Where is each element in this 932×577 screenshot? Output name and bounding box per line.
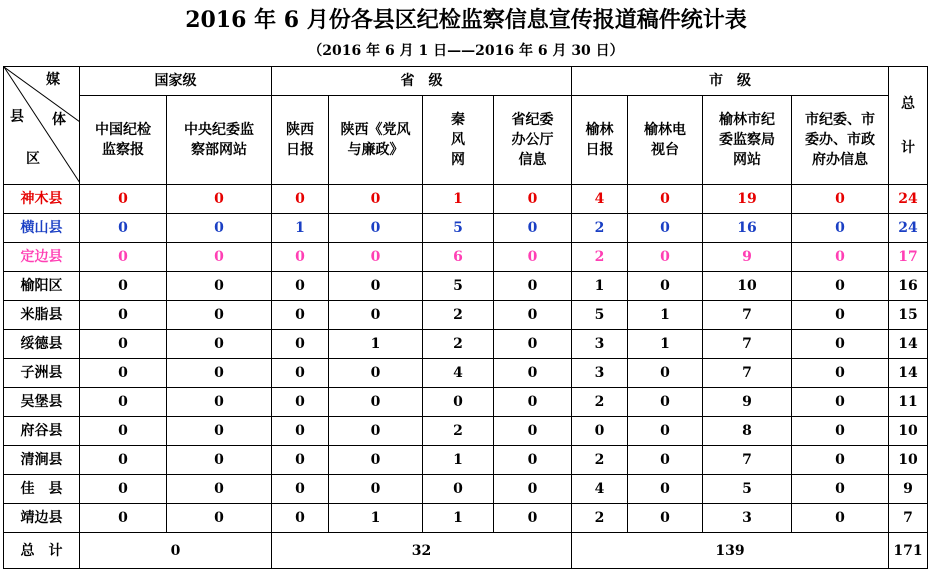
- value-cell: 0: [80, 359, 167, 388]
- county-name: 吴堡县: [4, 388, 80, 417]
- value-cell: 1: [423, 504, 494, 533]
- value-cell: 0: [494, 417, 572, 446]
- value-cell: 9: [703, 243, 792, 272]
- value-cell: 0: [272, 301, 329, 330]
- county-name: 绥德县: [4, 330, 80, 359]
- table-row: [4, 185, 928, 214]
- value-cell: 0: [167, 475, 272, 504]
- value-cell: 0: [167, 504, 272, 533]
- group-national: 国家级: [80, 67, 272, 96]
- group-header-row: [4, 67, 928, 96]
- table-row: [4, 417, 928, 446]
- column-header-text: 委办、市政: [805, 132, 875, 148]
- column-header-text: 陕西《党风: [340, 122, 411, 138]
- summary-city: 139: [572, 533, 889, 569]
- value-cell: 0: [80, 504, 167, 533]
- column-header-9: [703, 96, 792, 185]
- value-cell: 2: [423, 330, 494, 359]
- table-row: [4, 446, 928, 475]
- value-cell: 0: [792, 446, 889, 475]
- value-cell: 5: [703, 475, 792, 504]
- value-cell: 0: [628, 185, 703, 214]
- table-row: [4, 214, 928, 243]
- statistics-table: [3, 66, 928, 569]
- value-cell: 0: [272, 272, 329, 301]
- column-header-3: [272, 96, 329, 185]
- row-total: 15: [889, 301, 928, 330]
- value-cell: 2: [572, 243, 628, 272]
- value-cell: 0: [792, 243, 889, 272]
- county-name: 横山县: [4, 214, 80, 243]
- value-cell: 1: [329, 504, 423, 533]
- value-cell: 0: [167, 330, 272, 359]
- column-header-text: 陕西: [286, 122, 314, 138]
- value-cell: 8: [703, 417, 792, 446]
- value-cell: 0: [80, 417, 167, 446]
- corner-label-xian: 县: [10, 109, 24, 125]
- column-header-text: 察部网站: [191, 142, 247, 158]
- value-cell: 1: [572, 272, 628, 301]
- corner-label-mei: 媒: [46, 72, 60, 88]
- summary-total: 171: [889, 533, 928, 569]
- value-cell: 0: [329, 301, 423, 330]
- value-cell: 0: [494, 330, 572, 359]
- column-header-text: 榆林: [585, 122, 614, 138]
- table-row: [4, 388, 928, 417]
- total-column-header: 总 计: [889, 67, 928, 185]
- value-cell: 0: [792, 301, 889, 330]
- value-cell: 0: [329, 446, 423, 475]
- row-total: 16: [889, 272, 928, 301]
- corner-header-cell: [4, 67, 80, 185]
- value-cell: 1: [329, 330, 423, 359]
- value-cell: 5: [572, 301, 628, 330]
- value-cell: 0: [792, 185, 889, 214]
- value-cell: 0: [80, 446, 167, 475]
- value-cell: 0: [792, 475, 889, 504]
- value-cell: 0: [494, 388, 572, 417]
- value-cell: 0: [494, 185, 572, 214]
- value-cell: 0: [272, 475, 329, 504]
- value-cell: 7: [703, 330, 792, 359]
- value-cell: 16: [703, 214, 792, 243]
- value-cell: 0: [272, 359, 329, 388]
- row-total: 24: [889, 185, 928, 214]
- column-header-text: 视台: [651, 142, 679, 158]
- value-cell: 0: [272, 185, 329, 214]
- value-cell: 0: [628, 504, 703, 533]
- column-header-text: 网: [451, 152, 465, 168]
- summary-national: 0: [80, 533, 272, 569]
- value-cell: 0: [494, 301, 572, 330]
- value-cell: 0: [167, 214, 272, 243]
- column-header-text: 榆林市纪: [719, 112, 775, 128]
- corner-label-qu: 区: [26, 151, 40, 167]
- table-row: [4, 301, 928, 330]
- column-header-text: 网站: [733, 152, 761, 168]
- value-cell: 0: [792, 272, 889, 301]
- county-name: 神木县: [4, 185, 80, 214]
- value-cell: 0: [329, 185, 423, 214]
- column-header-text: 信息: [518, 152, 547, 168]
- value-cell: 0: [272, 504, 329, 533]
- value-cell: 0: [628, 388, 703, 417]
- value-cell: 0: [167, 359, 272, 388]
- value-cell: 0: [423, 475, 494, 504]
- value-cell: 0: [80, 475, 167, 504]
- value-cell: 2: [572, 214, 628, 243]
- summary-row: [4, 533, 928, 569]
- row-total: 14: [889, 359, 928, 388]
- value-cell: 0: [628, 214, 703, 243]
- value-cell: 0: [80, 330, 167, 359]
- value-cell: 0: [628, 446, 703, 475]
- value-cell: 0: [329, 388, 423, 417]
- value-cell: 0: [792, 330, 889, 359]
- column-header-text: 风: [451, 132, 465, 148]
- value-cell: 2: [572, 388, 628, 417]
- row-total: 7: [889, 504, 928, 533]
- value-cell: 0: [423, 388, 494, 417]
- column-header-text: 日报: [585, 142, 614, 158]
- county-name: 府谷县: [4, 417, 80, 446]
- value-cell: 0: [272, 388, 329, 417]
- value-cell: 4: [572, 185, 628, 214]
- value-cell: 0: [792, 359, 889, 388]
- value-cell: 2: [572, 504, 628, 533]
- value-cell: 5: [423, 272, 494, 301]
- value-cell: 0: [329, 214, 423, 243]
- value-cell: 7: [703, 446, 792, 475]
- page-title: 2016 年 6 月份各县区纪检监察信息宣传报道稿件统计表: [185, 7, 747, 33]
- value-cell: 0: [494, 214, 572, 243]
- value-cell: 0: [167, 446, 272, 475]
- column-header-text: 委监察局: [719, 132, 775, 148]
- value-cell: 4: [572, 475, 628, 504]
- value-cell: 0: [80, 301, 167, 330]
- group-province: 省 级: [272, 67, 572, 96]
- date-range-subtitle: （2016 年 6 月 1 日——2016 年 6 月 30 日）: [308, 43, 624, 59]
- county-name: 子洲县: [4, 359, 80, 388]
- value-cell: 0: [167, 388, 272, 417]
- row-total: 14: [889, 330, 928, 359]
- table-row: [4, 504, 928, 533]
- value-cell: 0: [329, 475, 423, 504]
- column-header-1: [80, 96, 167, 185]
- value-cell: 0: [792, 504, 889, 533]
- value-cell: 0: [494, 272, 572, 301]
- column-header-text: 省纪委: [511, 112, 554, 128]
- row-total: 9: [889, 475, 928, 504]
- row-total: 17: [889, 243, 928, 272]
- county-name: 榆阳区: [4, 272, 80, 301]
- column-header-text: 榆林电: [644, 122, 686, 138]
- column-header-text: 中国纪检: [95, 122, 151, 138]
- value-cell: 1: [423, 446, 494, 475]
- table-row: [4, 475, 928, 504]
- value-cell: 1: [272, 214, 329, 243]
- value-cell: 0: [80, 243, 167, 272]
- corner-label-ti: 体: [52, 112, 66, 128]
- value-cell: 0: [628, 243, 703, 272]
- value-cell: 0: [80, 214, 167, 243]
- value-cell: 0: [272, 243, 329, 272]
- value-cell: 2: [423, 417, 494, 446]
- column-header-4: [329, 96, 423, 185]
- table-row: [4, 272, 928, 301]
- value-cell: 0: [167, 185, 272, 214]
- value-cell: 7: [703, 301, 792, 330]
- column-header-text: 市纪委、市: [805, 112, 875, 128]
- row-total: 10: [889, 417, 928, 446]
- column-header-text: 秦: [451, 112, 465, 128]
- column-header-2: [167, 96, 272, 185]
- value-cell: 0: [494, 446, 572, 475]
- value-cell: 0: [628, 359, 703, 388]
- county-name: 米脂县: [4, 301, 80, 330]
- county-name: 清涧县: [4, 446, 80, 475]
- column-header-text: 中央纪委监: [184, 122, 254, 138]
- value-cell: 0: [167, 243, 272, 272]
- value-cell: 2: [423, 301, 494, 330]
- county-name: 靖边县: [4, 504, 80, 533]
- county-name: 定边县: [4, 243, 80, 272]
- value-cell: 0: [572, 417, 628, 446]
- value-cell: 10: [703, 272, 792, 301]
- value-cell: 9: [703, 388, 792, 417]
- value-cell: 0: [272, 417, 329, 446]
- value-cell: 3: [703, 504, 792, 533]
- column-header-5: [423, 96, 494, 185]
- value-cell: 0: [329, 272, 423, 301]
- value-cell: 0: [167, 272, 272, 301]
- column-header-10: [792, 96, 889, 185]
- value-cell: 4: [423, 359, 494, 388]
- value-cell: 3: [572, 330, 628, 359]
- value-cell: 0: [494, 475, 572, 504]
- value-cell: 0: [792, 214, 889, 243]
- value-cell: 0: [792, 388, 889, 417]
- value-cell: 0: [494, 359, 572, 388]
- value-cell: 7: [703, 359, 792, 388]
- value-cell: 1: [628, 330, 703, 359]
- column-header-text: 办公厅: [511, 132, 554, 148]
- column-header-row: [4, 96, 928, 185]
- column-header-text: 与廉政》: [347, 142, 404, 158]
- row-total: 11: [889, 388, 928, 417]
- value-cell: 1: [423, 185, 494, 214]
- column-header-text: 府办信息: [812, 152, 868, 168]
- value-cell: 3: [572, 359, 628, 388]
- table-row: [4, 330, 928, 359]
- value-cell: 0: [167, 301, 272, 330]
- value-cell: 19: [703, 185, 792, 214]
- value-cell: 0: [628, 272, 703, 301]
- row-total: 10: [889, 446, 928, 475]
- value-cell: 1: [628, 301, 703, 330]
- value-cell: 0: [792, 417, 889, 446]
- row-total: 24: [889, 214, 928, 243]
- value-cell: 0: [329, 359, 423, 388]
- column-header-8: [628, 96, 703, 185]
- value-cell: 5: [423, 214, 494, 243]
- value-cell: 0: [80, 185, 167, 214]
- value-cell: 0: [329, 243, 423, 272]
- value-cell: 0: [167, 417, 272, 446]
- column-header-7: [572, 96, 628, 185]
- summary-label: 总 计: [4, 533, 80, 569]
- column-header-text: 监察报: [102, 142, 144, 158]
- group-city: 市 级: [572, 67, 889, 96]
- value-cell: 0: [272, 446, 329, 475]
- value-cell: 6: [423, 243, 494, 272]
- value-cell: 0: [329, 417, 423, 446]
- county-name: 佳 县: [4, 475, 80, 504]
- column-header-6: [494, 96, 572, 185]
- table-row: [4, 243, 928, 272]
- value-cell: 2: [572, 446, 628, 475]
- column-header-text: 日报: [286, 142, 314, 158]
- value-cell: 0: [272, 330, 329, 359]
- value-cell: 0: [80, 272, 167, 301]
- value-cell: 0: [494, 243, 572, 272]
- table-row: [4, 359, 928, 388]
- value-cell: 0: [628, 475, 703, 504]
- value-cell: 0: [494, 504, 572, 533]
- value-cell: 0: [628, 417, 703, 446]
- value-cell: 0: [80, 388, 167, 417]
- summary-province: 32: [272, 533, 572, 569]
